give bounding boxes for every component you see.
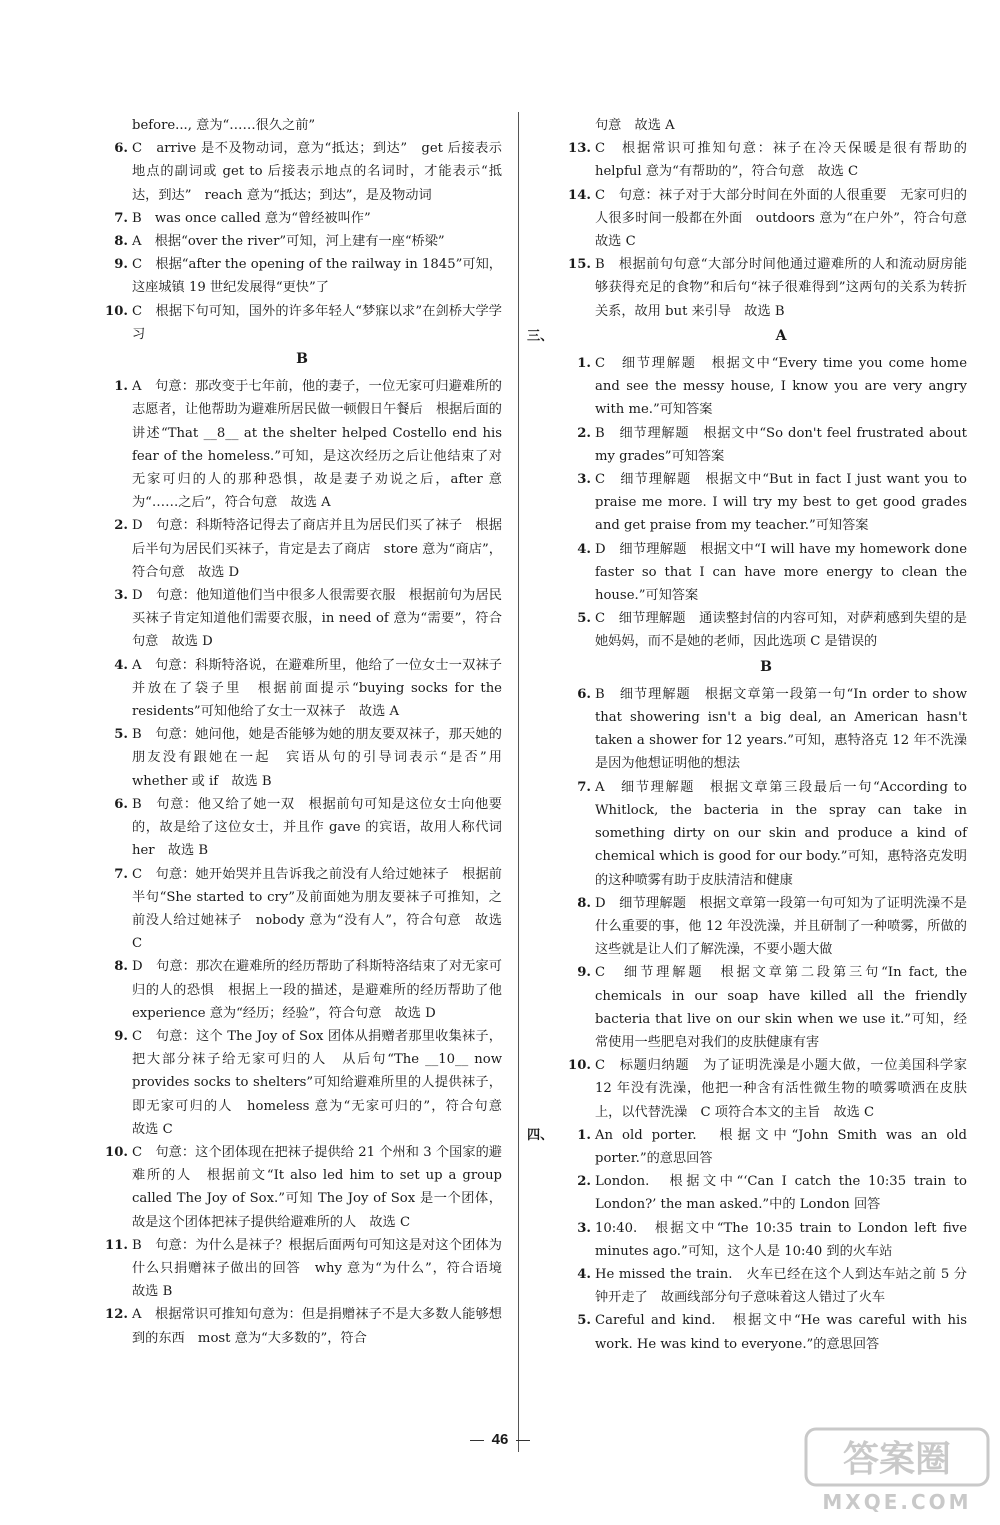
answer-item xyxy=(102,300,502,346)
item-text: C arrive 是不及物动词，意为“抵达；到达” get 后接表示地点的副词或 get to 后接表示地点的名词时，才能表示“抵达，到达” reach 意为“抵达；到达”，是及物动词 xyxy=(132,141,502,203)
item-number: 12. xyxy=(105,1307,128,1323)
item-text: C 细节理解题 根据文中“But in fact I just want you to praise me more. I will try my best to get good grades and get praise from my teacher.”可知答案 xyxy=(595,472,967,534)
answer-item xyxy=(565,607,967,653)
answer-item xyxy=(102,1141,502,1234)
left-column xyxy=(102,114,516,1350)
item-text: B 细节理解题 根据文章第一段第一句“In order to show that showering isn't a big deal, an American hasn't taken a shower for 12 years.”可知，惠特洛克 12 年不洗澡是因为他想证明他的想法 xyxy=(595,686,967,772)
item-text: A 句意：那改变于七年前，他的妻子，一位无家可归避难所的志愿者，让他帮助为避难所居民做一顿假日午餐后 根据后面的讲述“That __8__ at the shelter helped Costello end his fear of the homeless.”可知，是这次经历之后让他结束了对无家可归的人的那种恐惧，故是妻子劝说之后，after 意为“……之后”，符合句意 故选 A xyxy=(132,379,502,511)
part-three-heading: A xyxy=(775,327,787,344)
answer-item xyxy=(102,1303,502,1349)
item-number: 8. xyxy=(577,895,591,911)
item-number: 6. xyxy=(577,686,591,702)
item-text: B was once called 意为“曾经被叫作” xyxy=(132,210,371,226)
item-number: 1. xyxy=(114,379,128,395)
answer-item xyxy=(565,776,967,892)
item-number: 5. xyxy=(577,611,591,627)
item-number: 3. xyxy=(114,588,128,604)
item-text: An old porter. 根据文中“John Smith was an old porter.”的意思回答 xyxy=(595,1127,967,1166)
item-text: C 根据常识可推知句意：袜子在冷天保暖是很有帮助的 helpful 意为“有帮助的”，符合句意 故选 C xyxy=(595,141,981,180)
answer-item xyxy=(565,1124,967,1170)
item-number: 8. xyxy=(114,959,128,975)
answer-item xyxy=(102,955,516,1025)
right-column xyxy=(527,114,981,1356)
item-number: 14. xyxy=(568,187,591,203)
page-number: 46 xyxy=(491,1431,509,1448)
item-text: B 细节理解题 根据文中“So don't feel frustrated about my grades”可知答案 xyxy=(595,425,967,464)
item-number: 7. xyxy=(114,210,128,226)
item-text: Careful and kind. 根据文中“He was careful with his work. He was kind to everyone.”的意思回答 xyxy=(595,1313,967,1352)
part-three-label: 三、 xyxy=(527,328,554,344)
left-lead-text: before..., 意为“……很久之前” xyxy=(132,118,316,133)
item-number: 9. xyxy=(114,1028,128,1044)
item-text: B 根据前句句意“大部分时间他通过避难所的人和流动厨房能够获得充足的食物”和后句“袜子很难得到”这两句的关系为转折关系，故用 but 来引导 故选 B xyxy=(595,257,967,319)
answer-item xyxy=(565,538,967,608)
item-number: 13. xyxy=(568,141,591,157)
item-text: D 细节理解题 根据文章第一段第一句可知为了证明洗澡不是什么重要的事，他 12 年没洗澡，并且研制了一种喷雾，所做的这些就是让人们了解洗澡，不要小题大做 xyxy=(595,895,967,958)
item-number: 5. xyxy=(577,1313,591,1329)
item-text: C 句意：这个 The Joy of Sox 团体从捐赠者那里收集袜子，把大部分袜子给无家可归的人 从后句“The __10__ now provides socks to shelters”可知给避难所里的人提供袜子，即无家可归的人 homeless 意为“无家可归的”，符合句意 故选 C xyxy=(132,1028,516,1137)
item-number: 10. xyxy=(105,1144,128,1160)
item-text: C 句意：这个团体现在把袜子提供给 21 个州和 3 个国家的避难所的人 根据前文“It also led him to set up a group called The Joy of Sox.”可知 The Joy of Sox 是一个团体，故是这个团体把袜子提供给避难所的人 故选 C xyxy=(132,1144,502,1230)
item-number: 1. xyxy=(577,356,591,372)
item-number: 9. xyxy=(577,965,591,981)
answer-item xyxy=(565,352,967,422)
item-number: 11. xyxy=(105,1237,128,1253)
right-lead-text: 句意 故选 A xyxy=(595,118,675,133)
answer-item xyxy=(565,253,967,323)
item-number: 4. xyxy=(577,1266,591,1282)
item-number: 2. xyxy=(114,518,128,534)
item-text: B 句意：他又给了她一双 根据前句可知是这位女士向他要的，故是给了这位女士，并且作 gave 的宾语，故用人称代词 her 故选 B xyxy=(132,796,502,859)
item-number: 4. xyxy=(577,541,591,557)
answer-item xyxy=(102,1234,516,1304)
answer-item xyxy=(565,468,967,538)
answer-item xyxy=(102,584,502,654)
item-text: He missed the train. 火车已经在这个人到达车站之前 5 分钟开走了 故画线部分句子意味着这人错过了火车 xyxy=(595,1266,967,1306)
item-number: 7. xyxy=(577,779,591,795)
item-number: 10. xyxy=(568,1058,591,1074)
answer-item xyxy=(565,1263,967,1309)
item-number: 10. xyxy=(105,303,128,319)
item-text: A 根据常识可推知句意为：但是捐赠袜子不是大多数人能够想到的东西 most 意为“大多数的”，符合 xyxy=(132,1307,502,1346)
item-text: C 细节理解题 根据文章第二段第三句“In fact, the chemicals in our soap have killed all the friendly bacteria that live on our skin when we use it.”可知，经常使用一些肥皂对我们的皮肤健康有害 xyxy=(595,965,967,1050)
item-number: 15. xyxy=(568,257,591,273)
answer-item xyxy=(565,184,981,254)
item-number: 3. xyxy=(577,1220,591,1236)
answer-item xyxy=(102,863,502,956)
answer-item xyxy=(565,961,967,1054)
answer-item xyxy=(102,207,502,230)
answer-item xyxy=(102,230,502,253)
answer-item xyxy=(102,514,502,584)
answer-item xyxy=(102,793,502,863)
answer-item xyxy=(565,1170,967,1216)
item-number: 3. xyxy=(577,472,591,488)
item-text: C 细节理解题 通读整封信的内容可知，对萨莉感到失望的是她妈妈，而不是她的老师，因此选项 C 是错误的 xyxy=(595,611,967,650)
item-number: 8. xyxy=(114,234,128,250)
answer-item xyxy=(565,892,967,962)
section-heading-b: B xyxy=(296,351,308,368)
answer-item xyxy=(565,422,967,468)
item-number: 9. xyxy=(114,257,128,273)
item-text: D 句意：科斯特洛记得去了商店并且为居民们买了袜子 根据后半句为居民们买袜子，肯定是去了商店 store 意为“商店”，符合句意 故选 D xyxy=(132,518,502,580)
item-number: 4. xyxy=(114,657,128,673)
svg-text:答案圈: 答案圈 xyxy=(842,1439,952,1480)
item-number: 5. xyxy=(114,727,128,743)
item-number: 1. xyxy=(577,1127,591,1143)
svg-text:MXQE.COM: MXQE.COM xyxy=(822,1490,972,1514)
answer-item xyxy=(102,137,502,207)
item-text: 10:40. 根据文中“The 10:35 train to London left five minutes ago.”可知，这个人是 10:40 到的火车站 xyxy=(595,1220,967,1259)
item-text: A 根据“over the river”可知，河上建有一座“桥梁” xyxy=(132,234,445,250)
answer-item xyxy=(102,375,502,514)
answer-item xyxy=(565,137,981,183)
answer-item xyxy=(102,1025,516,1141)
answer-item xyxy=(565,1054,967,1124)
item-number: 7. xyxy=(114,866,128,882)
item-text: C 句意：袜子对于大部分时间在外面的人很重要 无家可归的人很多时间一般都在外面 outdoors 意为“在户外”，符合句意 故选 C xyxy=(595,187,981,250)
item-text: C 根据下句可知，国外的许多年轻人“梦寐以求”在剑桥大学学习 xyxy=(132,303,502,342)
item-text: D 句意：那次在避难所的经历帮助了科斯特洛结束了对无家可归的人的恐惧 根据上一段的描述，是避难所的经历帮助了他 experience 意为“经历；经验”，符合句意 故选 D xyxy=(132,959,516,1021)
answer-item xyxy=(565,683,967,776)
page-number-dash xyxy=(470,1440,484,1441)
answer-item xyxy=(102,654,502,724)
part-four-label: 四、 xyxy=(527,1127,554,1143)
item-text: A 细节理解题 根据文章第三段最后一句“According to Whitlock, the bacteria in the spray can take in something dirty on our skin and produce a kind of chemical which is good for our body.”可知，惠特洛克发明的这种喷雾有助于皮肤清洁和健康 xyxy=(595,779,967,888)
item-text: C 根据“after the opening of the railway in 1845”可知，这座城镇 19 世纪发展得“更快”了 xyxy=(132,257,502,296)
item-text: C 标题归纳题 为了证明洗澡是小题大做，一位美国科学家 12 年没有洗澡，他把一种含有活性微生物的喷雾喷洒在皮肤上，以代替洗澡 C 项符合本文的主旨 故选 C xyxy=(595,1058,967,1120)
item-text: D 细节理解题 根据文中“I will have my homework done faster so that I can have more energy to clean the house.”可知答案 xyxy=(595,541,967,604)
item-number: 6. xyxy=(114,796,128,812)
column-divider xyxy=(518,112,519,1452)
answer-item xyxy=(102,253,502,299)
item-number: 2. xyxy=(577,425,591,441)
item-text: London. 根据文中“‘Can I catch the 10:35 train to London?’ the man asked.”中的 London 回答 xyxy=(595,1174,967,1213)
answer-item xyxy=(565,1217,967,1263)
part-three-header xyxy=(527,325,967,348)
item-number: 6. xyxy=(114,141,128,157)
item-text: B 句意：为什么是袜子？根据后面两句可知这是对这个团体为什么只捐赠袜子做出的回答 why 意为“为什么”，符合语境 故选 B xyxy=(132,1237,516,1300)
item-text: A 句意：科斯特洛说，在避难所里，他给了一位女士一双袜子并放在了袋子里 根据前面提示“buying socks for the residents”可知他给了女士一双袜子 故选 A xyxy=(132,657,502,720)
item-text: B 句意：她问他，她是否能够为她的朋友要双袜子，那天她的朋友没有跟她在一起 宾语从句的引导词表示“是否”用 whether 或 if 故选 B xyxy=(132,727,502,789)
answer-item xyxy=(102,723,502,793)
item-text: C 细节理解题 根据文中“Every time you come home and see the messy house, I know you are very angry with me.”可知答案 xyxy=(595,356,967,418)
item-text: C 句意：她开始哭并且告诉我之前没有人给过她袜子 根据前半句“She started to cry”及前面她为朋友要袜子可推知，之前没人给过她袜子 nobody 意为“没有人”，符合句意 故选 C xyxy=(132,866,502,952)
item-text: D 句意：他知道他们当中很多人很需要衣服 根据前句为居民买袜子肯定知道他们需要衣服，in need of 意为“需要”，符合句意 故选 D xyxy=(132,588,502,650)
section-heading-b-right: B xyxy=(760,658,772,675)
item-number: 2. xyxy=(577,1174,591,1190)
page-number-dash xyxy=(516,1440,530,1441)
watermark-logo xyxy=(802,1423,992,1515)
answer-item xyxy=(565,1309,967,1355)
